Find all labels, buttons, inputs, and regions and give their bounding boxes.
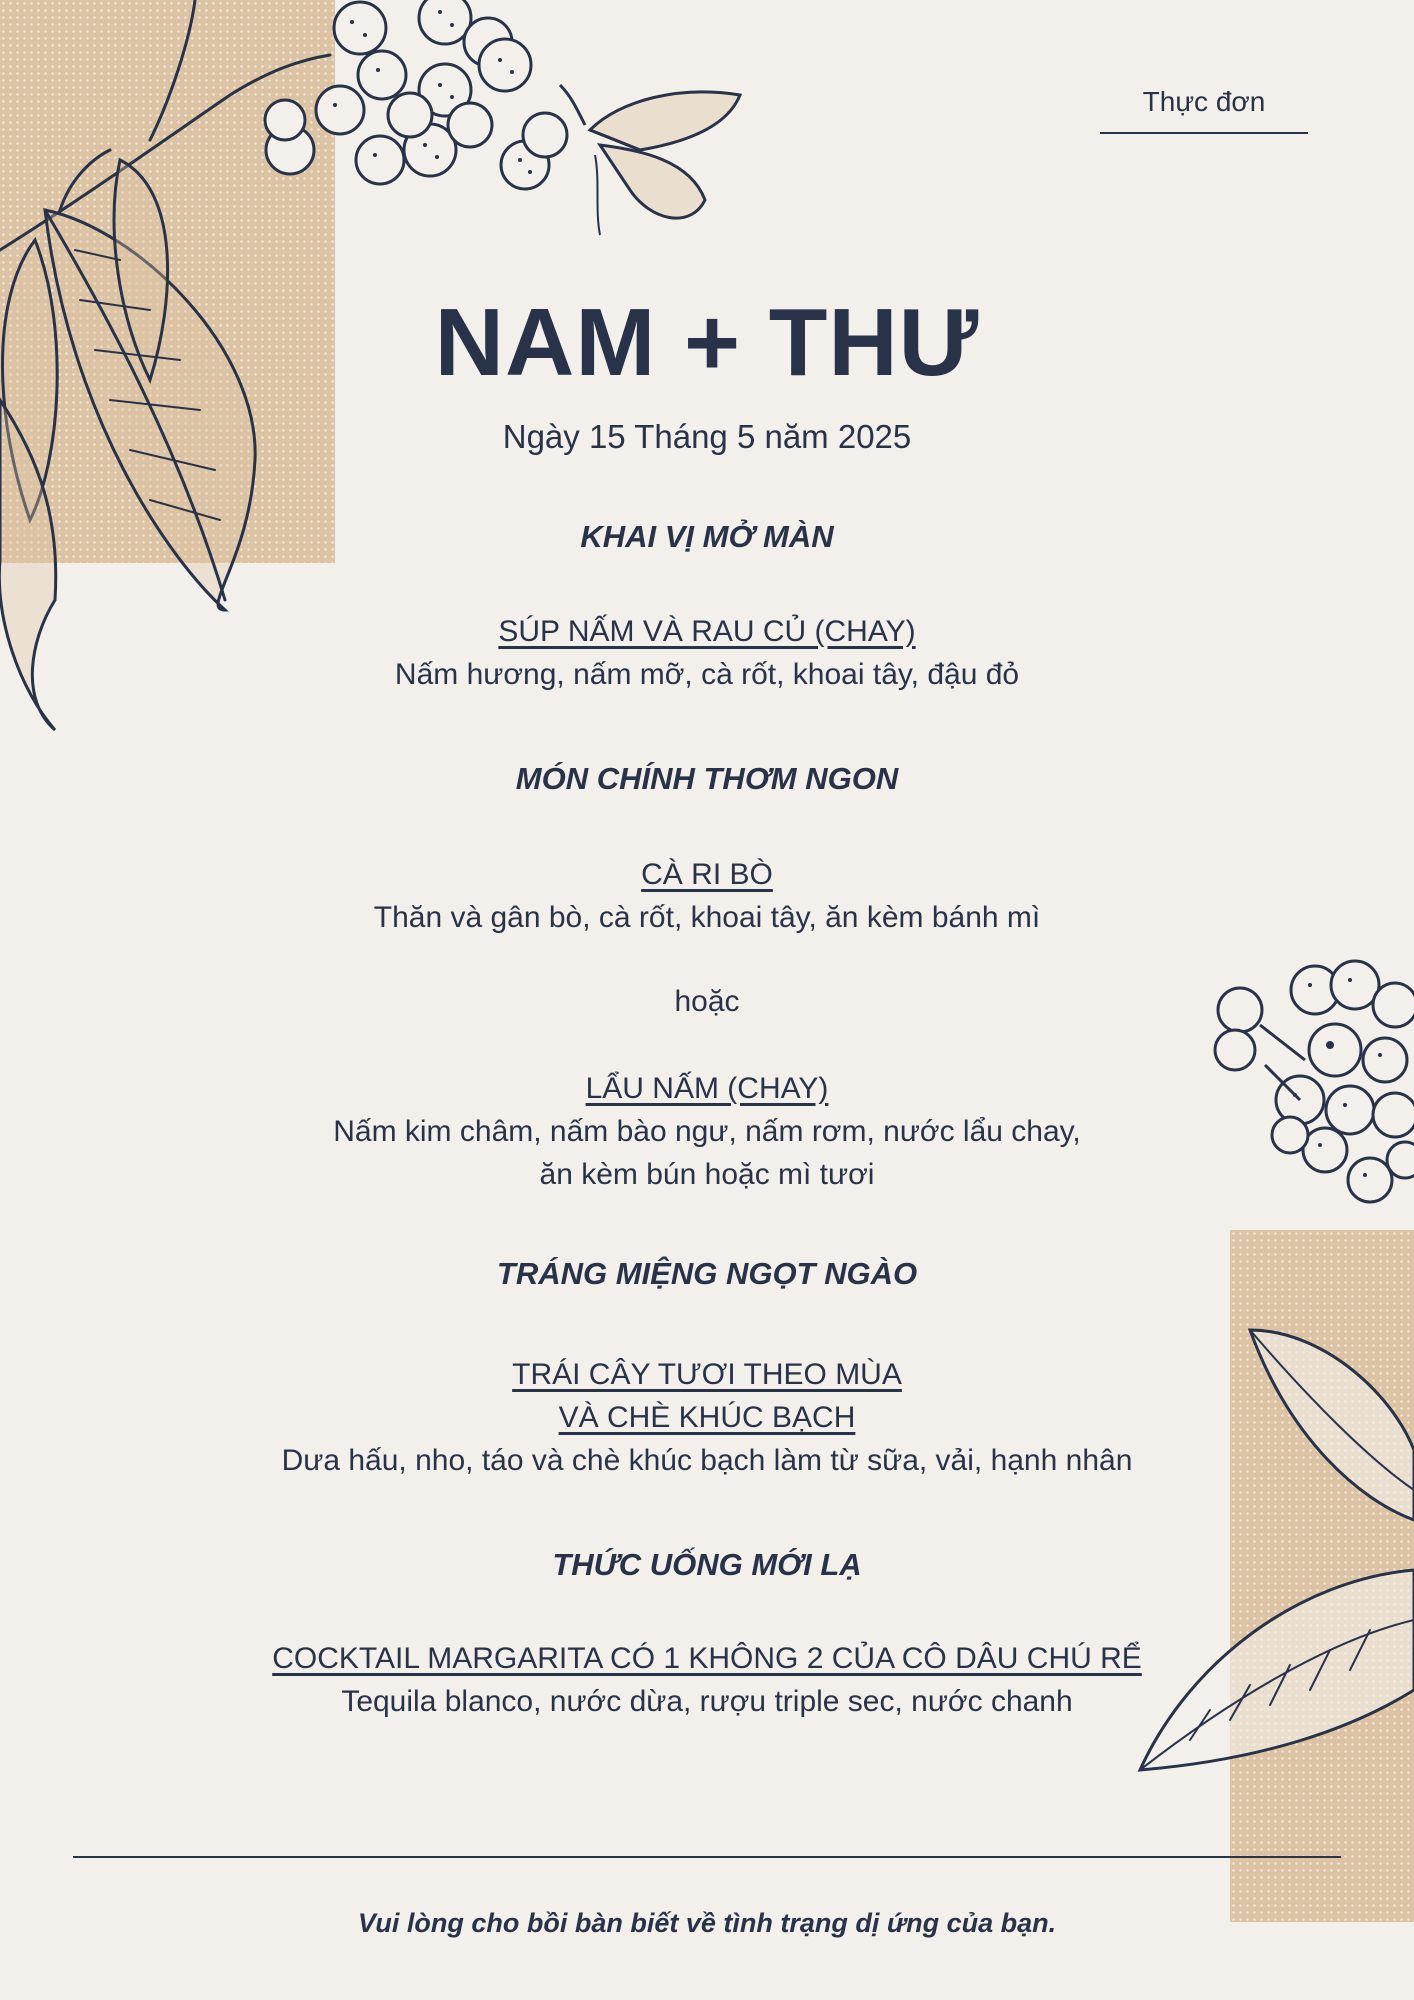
dish-description-main-2-line-2: ăn kèm bún hoặc mì tươi bbox=[539, 1158, 875, 1191]
section-heading-dessert: TRÁNG MIỆNG NGỌT NGÀO bbox=[496, 1256, 918, 1291]
footer-divider bbox=[73, 1856, 1341, 1858]
or-separator: hoặc bbox=[674, 985, 740, 1018]
couple-title: NAM + THƯ bbox=[434, 289, 980, 396]
dish-description-main-1: Thăn và gân bò, cà rốt, khoai tây, ăn kèm bánh mì bbox=[373, 901, 1041, 934]
dish-description-drink: Tequila blanco, nước dừa, rượu triple sec, nước chanh bbox=[341, 1685, 1073, 1718]
dish-name-main-2: LẨU NẤM (CHAY) bbox=[585, 1072, 829, 1105]
dish-name-drink: COCKTAIL MARGARITA CÓ 1 KHÔNG 2 CỦA CÔ DÂU CHÚ RỂ bbox=[272, 1642, 1142, 1675]
dish-name-dessert-line-1: TRÁI CÂY TƯƠI THEO MÙA bbox=[512, 1358, 902, 1391]
section-heading-drink: THỨC UỐNG MỚI LẠ bbox=[552, 1547, 862, 1582]
section-heading-main: MÓN CHÍNH THƠM NGON bbox=[515, 761, 899, 796]
menu-tag: Thực đơn bbox=[1100, 86, 1308, 134]
dish-description-dessert: Dưa hấu, nho, táo và chè khúc bạch làm từ sữa, vải, hạnh nhân bbox=[281, 1444, 1133, 1477]
event-date: Ngày 15 Tháng 5 năm 2025 bbox=[502, 418, 912, 455]
dish-name-appetizer: SÚP NẤM VÀ RAU CỦ (CHAY) bbox=[498, 615, 916, 648]
section-heading-appetizer: KHAI VỊ MỞ MÀN bbox=[580, 519, 834, 554]
dish-name-dessert-line-2: VÀ CHÈ KHÚC BẠCH bbox=[558, 1401, 856, 1434]
dish-description-appetizer: Nấm hương, nấm mỡ, cà rốt, khoai tây, đậu đỏ bbox=[394, 658, 1020, 691]
allergy-notice: Vui lòng cho bồi bàn biết về tình trạng dị ứng của bạn. bbox=[357, 1908, 1057, 1938]
dish-description-main-2-line-1: Nấm kim châm, nấm bào ngư, nấm rơm, nước lẩu chay, bbox=[333, 1115, 1081, 1148]
dish-name-main-1: CÀ RI BÒ bbox=[641, 858, 773, 891]
